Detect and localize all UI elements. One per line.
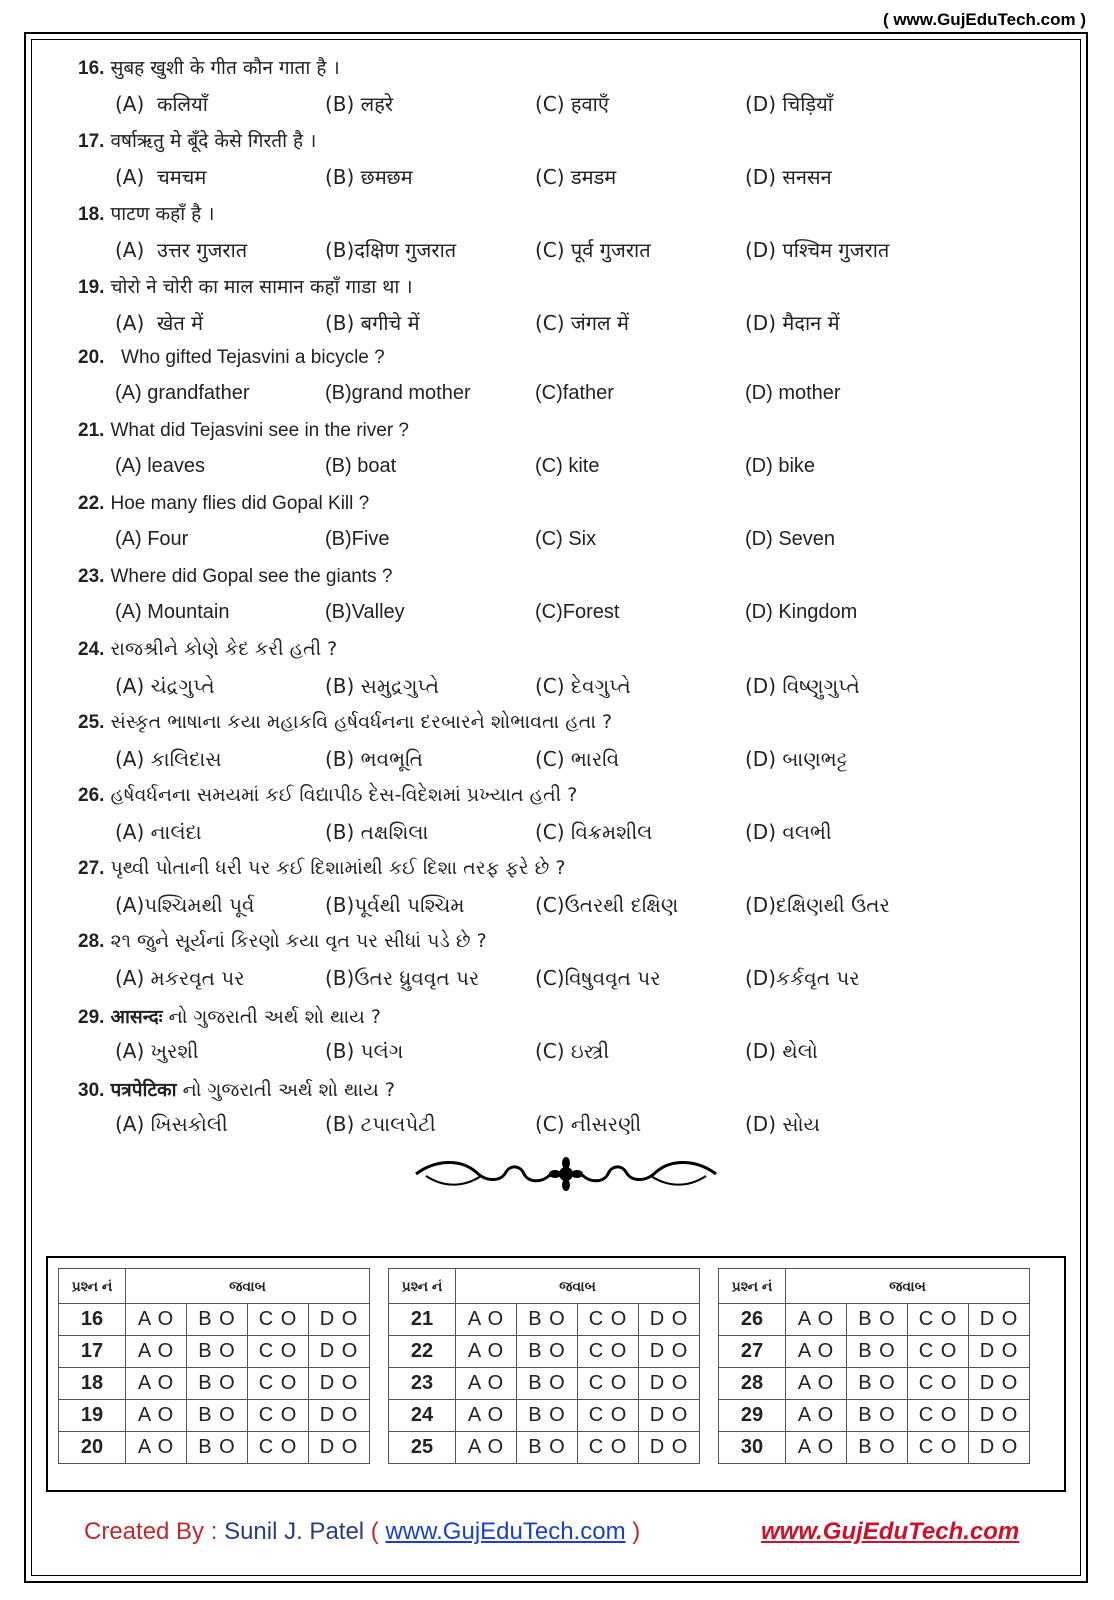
question-body: What did Tejasvini see in the river ? [110, 420, 409, 441]
question-body: રાજશ્રીને કોણે કેદ કરી હતી ? [110, 638, 338, 660]
option-c[interactable]: (C)father [535, 382, 614, 404]
answer-bubble[interactable]: D O [969, 1368, 1030, 1400]
option-b[interactable]: (B) સમુદ્રગુપ્તે [325, 674, 440, 698]
option-b[interactable]: (B)दक्षिण गुजरात [325, 238, 457, 262]
footer-link[interactable]: www.GujEduTech.com [385, 1518, 626, 1545]
question-number: 29. [78, 1007, 105, 1028]
answer-bubble[interactable]: D O [639, 1400, 700, 1432]
answer-bubble[interactable]: C O [578, 1400, 639, 1432]
option-d[interactable]: (D) વિષ્ણુગુપ્તે [745, 674, 860, 698]
footer-close-paren: ) [625, 1518, 641, 1545]
question-text [78, 1076, 395, 1102]
option-row [115, 528, 1035, 558]
answer-bubble[interactable]: C O [578, 1304, 639, 1336]
question-item [78, 127, 1038, 200]
option-b[interactable]: (B) boat [325, 455, 397, 477]
question-body: પૃથ્વી પોતાની ધરી પર કઈ દિશામાંથી કઈ દિશા તરફ ફરે છે ? [110, 857, 566, 879]
question-number: 27. [78, 858, 105, 879]
grid-question-number: 18 [59, 1368, 126, 1400]
option-d[interactable]: (D)કર્કવૃત પર [745, 966, 860, 990]
answer-bubble[interactable]: A O [456, 1304, 517, 1336]
table-row [719, 1336, 1030, 1368]
option-d[interactable]: (D) વલભી [745, 820, 832, 844]
answer-bubble[interactable]: A O [786, 1336, 847, 1368]
option-a[interactable]: (A) ચંદ્રગુપ્તે [115, 674, 215, 698]
question-number: 21. [78, 420, 105, 441]
option-b[interactable]: (B)grand mother [325, 382, 471, 404]
option-d[interactable]: (D) पश्चिम गुजरात [745, 238, 890, 262]
option-a[interactable]: (A) leaves [115, 455, 206, 477]
answer-bubble[interactable]: A O [126, 1304, 187, 1336]
grid-question-number: 20 [59, 1432, 126, 1464]
grid-header-question: પ્રશ્ન નં [719, 1269, 786, 1304]
option-d[interactable]: (D) सनसन [745, 165, 832, 189]
grid-question-number: 28 [719, 1368, 786, 1400]
option-row [115, 893, 1035, 923]
question-body: Hoe many flies did Gopal Kill ? [110, 493, 370, 514]
site-header: ( www.GujEduTech.com ) [882, 10, 1086, 29]
answer-bubble[interactable]: B O [187, 1400, 248, 1432]
option-b[interactable]: (B)Five [325, 528, 390, 550]
question-item [78, 1003, 1038, 1076]
question-number: 25. [78, 712, 105, 733]
question-body: Who gifted Tejasvini a bicycle ? [110, 347, 385, 368]
question-number: 26. [78, 785, 105, 806]
question-body: वर्षाऋतु मे बूँदे केसे गिरती है । [110, 130, 317, 152]
option-a[interactable]: (A) खेत में [115, 311, 204, 335]
answer-bubble[interactable]: B O [517, 1336, 578, 1368]
table-row [59, 1304, 370, 1336]
answer-bubble[interactable]: C O [248, 1304, 309, 1336]
question-list [78, 54, 1038, 1149]
table-row [59, 1336, 370, 1368]
question-body: सुबह खुशी के गीत कौन गाता है । [110, 57, 340, 79]
footer-author: Sunil J. Patel [224, 1518, 365, 1545]
answer-bubble[interactable]: C O [578, 1336, 639, 1368]
question-text [78, 930, 487, 953]
grid-header-answer: જવાબ [786, 1269, 1030, 1304]
option-a[interactable]: (A) चमचम [115, 165, 207, 189]
option-c[interactable]: (C)ઉતરથી દક્ષિણ [535, 893, 679, 917]
answer-bubble[interactable]: B O [517, 1432, 578, 1464]
answer-bubble[interactable]: D O [309, 1304, 370, 1336]
answer-bubble[interactable]: B O [187, 1368, 248, 1400]
option-b[interactable]: (B) ટપાલપેટી [325, 1112, 436, 1136]
table-row [719, 1400, 1030, 1432]
answer-bubble[interactable]: C O [908, 1400, 969, 1432]
answer-bubble[interactable]: A O [786, 1432, 847, 1464]
answer-bubble[interactable]: A O [786, 1304, 847, 1336]
option-a[interactable]: (A)પશ્ચિમથી પૂર્વ [115, 893, 255, 917]
table-row [719, 1432, 1030, 1464]
answer-bubble[interactable]: D O [309, 1432, 370, 1464]
question-item [78, 346, 1038, 419]
table-row [59, 1400, 370, 1432]
question-item [78, 54, 1038, 127]
option-b[interactable]: (B) તક્ષશિલા [325, 820, 429, 844]
question-number: 24. [78, 639, 105, 660]
question-item [78, 711, 1038, 784]
option-a[interactable]: (A) उत्तर गुजरात [115, 238, 248, 262]
option-row [115, 236, 1035, 266]
grid-question-number: 27 [719, 1336, 786, 1368]
answer-grid [718, 1268, 1030, 1464]
ornament-divider [406, 1154, 726, 1194]
option-c[interactable]: (C) દેવગુપ્તે [535, 674, 631, 698]
option-d[interactable]: (D) સોય [745, 1112, 820, 1136]
grid-question-number: 16 [59, 1304, 126, 1336]
option-c[interactable]: (C) નીસરણી [535, 1112, 642, 1136]
option-b[interactable]: (B)પૂર્વથી પશ્ચિમ [325, 893, 465, 917]
answer-bubble[interactable]: C O [248, 1368, 309, 1400]
question-keyword: पत्रपेटिका [110, 1079, 177, 1101]
option-row [115, 382, 1035, 412]
option-b[interactable]: (B) लहरे [325, 92, 394, 116]
question-text [78, 273, 413, 299]
option-b[interactable]: (B) बगीचे में [325, 311, 420, 335]
option-row [115, 163, 1035, 193]
option-c[interactable]: (C)વિષુવવૃત પર [535, 966, 661, 990]
option-d[interactable]: (D) mother [745, 382, 841, 404]
option-d[interactable]: (D)દક્ષિણથી ઉતર [745, 893, 890, 917]
answer-bubble[interactable]: D O [639, 1336, 700, 1368]
option-b[interactable]: (B) छमछम [325, 165, 413, 189]
answer-bubble[interactable]: B O [517, 1400, 578, 1432]
option-a[interactable]: (A) ખિસકોલી [115, 1112, 228, 1136]
question-number: 18. [78, 204, 105, 225]
option-d[interactable]: (D) bike [745, 455, 816, 477]
question-body: નો ગુજરાતી અર્થ શો થાય ? [176, 1079, 395, 1101]
option-d[interactable]: (D) Kingdom [745, 601, 858, 623]
answer-bubble[interactable]: C O [578, 1368, 639, 1400]
grid-question-number: 24 [389, 1400, 456, 1432]
option-c[interactable]: (C) kite [535, 455, 600, 477]
grid-question-number: 30 [719, 1432, 786, 1464]
table-row [719, 1368, 1030, 1400]
grid-header-answer: જવાબ [126, 1269, 370, 1304]
question-text [78, 565, 392, 588]
answer-bubble[interactable]: C O [248, 1432, 309, 1464]
answer-bubble[interactable]: D O [309, 1368, 370, 1400]
answer-bubble[interactable]: C O [908, 1368, 969, 1400]
option-c[interactable]: (C) डमडम [535, 165, 617, 189]
option-d[interactable]: (D) બાણભટ્ટ [745, 747, 848, 771]
footer-open-paren: ( [364, 1518, 386, 1545]
answer-bubble[interactable]: C O [908, 1432, 969, 1464]
question-body: સંસ્કૃત ભાષાના કયા મહાકવિ હર્ષવર્ધનના દરબારને શોભાવતા હતા ? [110, 711, 613, 733]
option-a[interactable]: (A) Four [115, 528, 189, 550]
answer-bubble[interactable]: C O [908, 1304, 969, 1336]
question-item [78, 1076, 1038, 1149]
question-item [78, 273, 1038, 346]
question-body: पाटण कहाँ है । [110, 203, 215, 225]
question-item [78, 200, 1038, 273]
table-row [389, 1336, 700, 1368]
question-text [78, 711, 612, 734]
question-text [78, 857, 565, 880]
option-row [115, 90, 1035, 120]
table-row [59, 1368, 370, 1400]
answer-bubble[interactable]: C O [908, 1336, 969, 1368]
option-c[interactable]: (C) जंगल में [535, 311, 629, 335]
option-d[interactable]: (D) चिड़ियाँ [745, 92, 833, 116]
answer-sheet [46, 1256, 1066, 1492]
grid-question-number: 29 [719, 1400, 786, 1432]
answer-bubble[interactable]: B O [847, 1432, 908, 1464]
option-c[interactable]: (C) ભારવિ [535, 747, 620, 771]
answer-bubble[interactable]: B O [517, 1304, 578, 1336]
option-b[interactable]: (B)Valley [325, 601, 405, 623]
answer-bubble[interactable]: A O [126, 1336, 187, 1368]
question-text [78, 1003, 381, 1029]
answer-bubble[interactable]: D O [969, 1432, 1030, 1464]
answer-bubble[interactable]: D O [969, 1304, 1030, 1336]
option-d[interactable]: (D) Seven [745, 528, 836, 550]
question-number: 16. [78, 58, 105, 79]
answer-bubble[interactable]: B O [517, 1368, 578, 1400]
answer-bubble[interactable]: A O [456, 1400, 517, 1432]
question-text [78, 54, 340, 80]
option-row [115, 966, 1035, 996]
option-c[interactable]: (C) पूर्व गुजरात [535, 238, 651, 262]
option-row [115, 601, 1035, 631]
page-frame [24, 32, 1088, 1583]
answer-bubble[interactable]: D O [309, 1336, 370, 1368]
answer-bubble[interactable]: A O [126, 1368, 187, 1400]
answer-bubble[interactable]: A O [786, 1368, 847, 1400]
question-number: 20. [78, 347, 105, 368]
question-text [78, 784, 577, 807]
question-item [78, 419, 1038, 492]
answer-bubble[interactable]: D O [969, 1336, 1030, 1368]
option-row [115, 1039, 1035, 1069]
answer-bubble[interactable]: D O [639, 1304, 700, 1336]
footer-created-by: Created By : [84, 1518, 225, 1545]
option-c[interactable]: (C) ઇસ્ત્રી [535, 1039, 610, 1063]
answer-bubble[interactable]: B O [187, 1304, 248, 1336]
footer-site-link[interactable]: www.GujEduTech.com [761, 1518, 1020, 1545]
option-c[interactable]: (C) Six [535, 528, 597, 550]
answer-bubble[interactable]: B O [847, 1336, 908, 1368]
question-number: 28. [78, 931, 105, 952]
answer-bubble[interactable]: A O [126, 1400, 187, 1432]
grid-question-number: 21 [389, 1304, 456, 1336]
table-row [719, 1304, 1030, 1336]
question-body: ૨૧ જુને સૂર્યનાં કિરણો કયા વૃત પર સીધાં પડે છે ? [110, 930, 487, 952]
question-number: 23. [78, 566, 105, 587]
answer-bubble[interactable]: B O [847, 1304, 908, 1336]
question-number: 30. [78, 1080, 105, 1101]
answer-bubble[interactable]: B O [847, 1368, 908, 1400]
grid-header-answer: જવાબ [456, 1269, 700, 1304]
option-b[interactable]: (B)ઉતર ધ્રુવવૃત પર [325, 966, 480, 990]
option-b[interactable]: (B) ભવભૂતિ [325, 747, 423, 771]
question-item [78, 638, 1038, 711]
option-b[interactable]: (B) પલંગ [325, 1039, 404, 1063]
question-item [78, 565, 1038, 638]
table-row [389, 1432, 700, 1464]
question-text [78, 492, 369, 515]
option-a[interactable]: (A) નાલંદા [115, 820, 202, 844]
option-c[interactable]: (C)Forest [535, 601, 620, 623]
question-body: Where did Gopal see the giants ? [110, 566, 393, 587]
question-number: 19. [78, 277, 105, 298]
grid-question-number: 19 [59, 1400, 126, 1432]
grid-header-question: પ્રશ્ન નં [59, 1269, 126, 1304]
grid-question-number: 23 [389, 1368, 456, 1400]
option-c[interactable]: (C) हवाएँ [535, 92, 609, 116]
answer-bubble[interactable]: A O [456, 1432, 517, 1464]
question-item [78, 784, 1038, 857]
grid-header-question: પ્રશ્ન નં [389, 1269, 456, 1304]
option-a[interactable]: (A) મકરવૃત પર [115, 966, 245, 990]
grid-question-number: 25 [389, 1432, 456, 1464]
table-row [59, 1432, 370, 1464]
option-a[interactable]: (A) कलियाँ [115, 92, 208, 116]
footer-credit [84, 1518, 640, 1546]
answer-bubble[interactable]: C O [248, 1400, 309, 1432]
grid-question-number: 26 [719, 1304, 786, 1336]
option-row [115, 455, 1035, 485]
grid-question-number: 17 [59, 1336, 126, 1368]
table-row [389, 1400, 700, 1432]
answer-bubble[interactable]: A O [456, 1368, 517, 1400]
question-text [78, 346, 385, 369]
answer-bubble[interactable]: D O [969, 1400, 1030, 1432]
option-row [115, 820, 1035, 850]
question-keyword: आसन्दः [110, 1006, 163, 1028]
question-number: 22. [78, 493, 105, 514]
question-body: હર્ષવર્ધનના સમયમાં કઈ વિદ્યાપીઠ દેસ-વિદેશમાં પ્રખ્યાત હતી ? [110, 784, 578, 806]
option-row [115, 309, 1035, 339]
answer-bubble[interactable]: C O [578, 1432, 639, 1464]
option-a[interactable]: (A) Mountain [115, 601, 230, 623]
table-row [389, 1304, 700, 1336]
answer-bubble[interactable]: A O [456, 1336, 517, 1368]
option-row [115, 747, 1035, 777]
question-item [78, 930, 1038, 1003]
answer-grid [388, 1268, 700, 1464]
question-body: નો ગુજરાતી અર્થ શો થાય ? [162, 1006, 381, 1028]
answer-bubble[interactable]: D O [309, 1400, 370, 1432]
answer-bubble[interactable]: B O [187, 1432, 248, 1464]
option-a[interactable]: (A) ખુરશી [115, 1039, 199, 1063]
question-item [78, 857, 1038, 930]
question-number: 17. [78, 131, 105, 152]
answer-bubble[interactable]: B O [847, 1400, 908, 1432]
answer-bubble[interactable]: B O [187, 1336, 248, 1368]
answer-grid [58, 1268, 370, 1464]
table-row [389, 1368, 700, 1400]
grid-question-number: 22 [389, 1336, 456, 1368]
question-text [78, 638, 337, 661]
option-c[interactable]: (C) વિક્રમશીલ [535, 820, 653, 844]
answer-bubble[interactable]: A O [786, 1400, 847, 1432]
question-body: चोरो ने चोरी का माल सामान कहाँ गाडा था । [110, 276, 413, 298]
question-text [78, 419, 409, 442]
answer-bubble[interactable]: C O [248, 1336, 309, 1368]
option-d[interactable]: (D) થેલો [745, 1039, 818, 1063]
answer-bubble[interactable]: D O [639, 1368, 700, 1400]
option-a[interactable]: (A) grandfather [115, 382, 250, 404]
question-text [78, 127, 316, 153]
option-a[interactable]: (A) કાલિદાસ [115, 747, 222, 771]
question-text [78, 200, 215, 226]
option-row [115, 1112, 1035, 1142]
answer-bubble[interactable]: A O [126, 1432, 187, 1464]
option-d[interactable]: (D) मैदान में [745, 311, 840, 335]
option-row [115, 674, 1035, 704]
answer-bubble[interactable]: D O [639, 1432, 700, 1464]
question-item [78, 492, 1038, 565]
